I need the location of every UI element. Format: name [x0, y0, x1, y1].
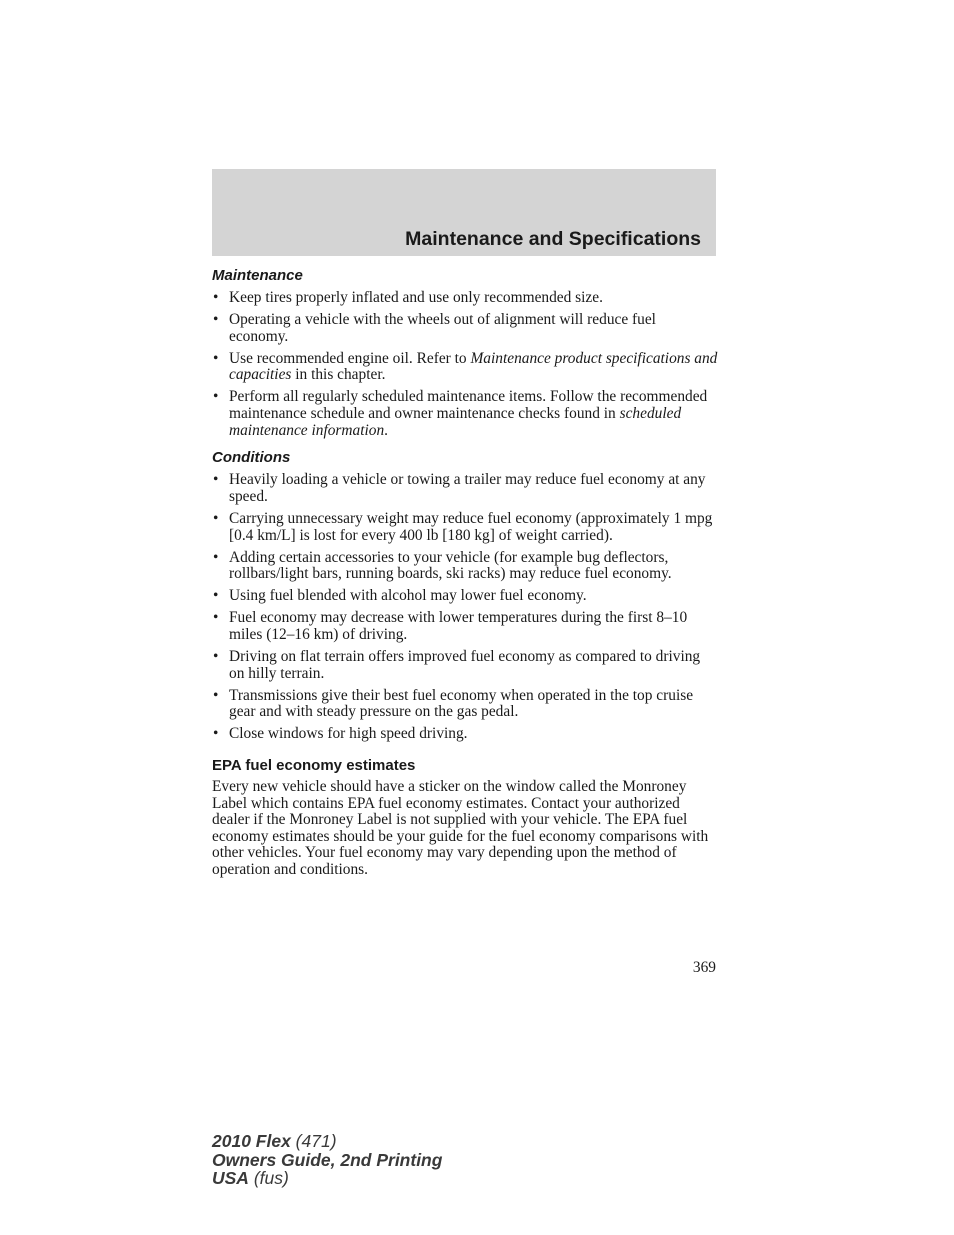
bullet-icon: •	[213, 289, 219, 306]
bullet-icon: •	[213, 648, 219, 666]
bullet-icon: •	[213, 471, 219, 489]
bullet-icon: •	[213, 609, 219, 627]
bullet-icon: •	[213, 349, 219, 367]
list-item: • Driving on flat terrain offers improved fuel economy as compared to driving on hilly terrain.	[213, 648, 701, 682]
list-item: • Heavily loading a vehicle or towing a trailer may reduce fuel economy at any speed.	[213, 471, 706, 505]
bullet-icon: •	[213, 509, 219, 527]
list-item: • Operating a vehicle with the wheels out of alignment will reduce fuel economy.	[213, 311, 656, 345]
list-item: • Keep tires properly inflated and use only recommended size.	[213, 289, 603, 306]
bullet-icon: •	[213, 388, 219, 406]
epa-heading: EPA fuel economy estimates	[212, 757, 416, 775]
maintenance-list	[212, 290, 718, 439]
cross-reference-link: Maintenance product specifications and capacities	[229, 349, 718, 384]
footer-imprint	[212, 1132, 442, 1188]
bullet-icon: •	[213, 725, 219, 743]
bullet-icon: •	[213, 311, 219, 329]
list-item: • Perform all regularly scheduled maintenance items. Follow the recommended maintenance schedule and owner maintenance checks found in scheduled maintenance information.	[213, 388, 708, 439]
section-title: Maintenance and Specifications	[405, 228, 701, 250]
page-content	[212, 267, 718, 879]
conditions-heading: Conditions	[212, 449, 291, 467]
cross-reference-link: scheduled maintenance information	[229, 405, 682, 439]
footer-line-guide: Owners Guide, 2nd Printing	[212, 1149, 443, 1170]
bullet-icon: •	[213, 686, 219, 704]
list-item: • Close windows for high speed driving.	[213, 725, 468, 743]
list-item: • Transmissions give their best fuel economy when operated in the top cruise gear and with steady pressure on the gas pedal.	[213, 686, 694, 721]
list-item: • Fuel economy may decrease with lower temperatures during the first 8–10 miles (12–16 km) of driving.	[213, 609, 688, 643]
bullet-icon: •	[213, 587, 219, 605]
list-item: • Adding certain accessories to your vehicle (for example bug deflectors, rollbars/light bars, running boards, ski racks) may reduce fuel economy.	[213, 548, 672, 583]
list-item: • Using fuel blended with alcohol may lower fuel economy.	[213, 587, 587, 605]
bullet-icon: •	[213, 548, 219, 566]
list-item: • Use recommended engine oil. Refer to Maintenance product specifications and capacities in this chapter.	[213, 349, 718, 384]
maintenance-heading: Maintenance	[212, 267, 303, 284]
footer-line-model: 2010 Flex (471)	[212, 1131, 337, 1151]
footer-line-market: USA (fus)	[212, 1168, 289, 1188]
list-item: • Carrying unnecessary weight may reduce fuel economy (approximately 1 mpg [0.4 km/L] is lost for every 400 lb [180 kg] of weight carried).	[213, 509, 713, 544]
section-header-band	[212, 169, 716, 256]
epa-paragraph: Every new vehicle should have a sticker on the window called the Monroney Label which contains EPA fuel economy estimates. Contact your authorized dealer if the Monroney Label is not supplied with your vehicle. The EPA fuel economy estimates should be your guide for the fuel economy comparisons with other vehicles. Your fuel economy may vary depending upon the method of operation and conditions.	[212, 778, 709, 879]
page-number: 369	[692, 959, 716, 976]
conditions-list	[212, 472, 718, 743]
